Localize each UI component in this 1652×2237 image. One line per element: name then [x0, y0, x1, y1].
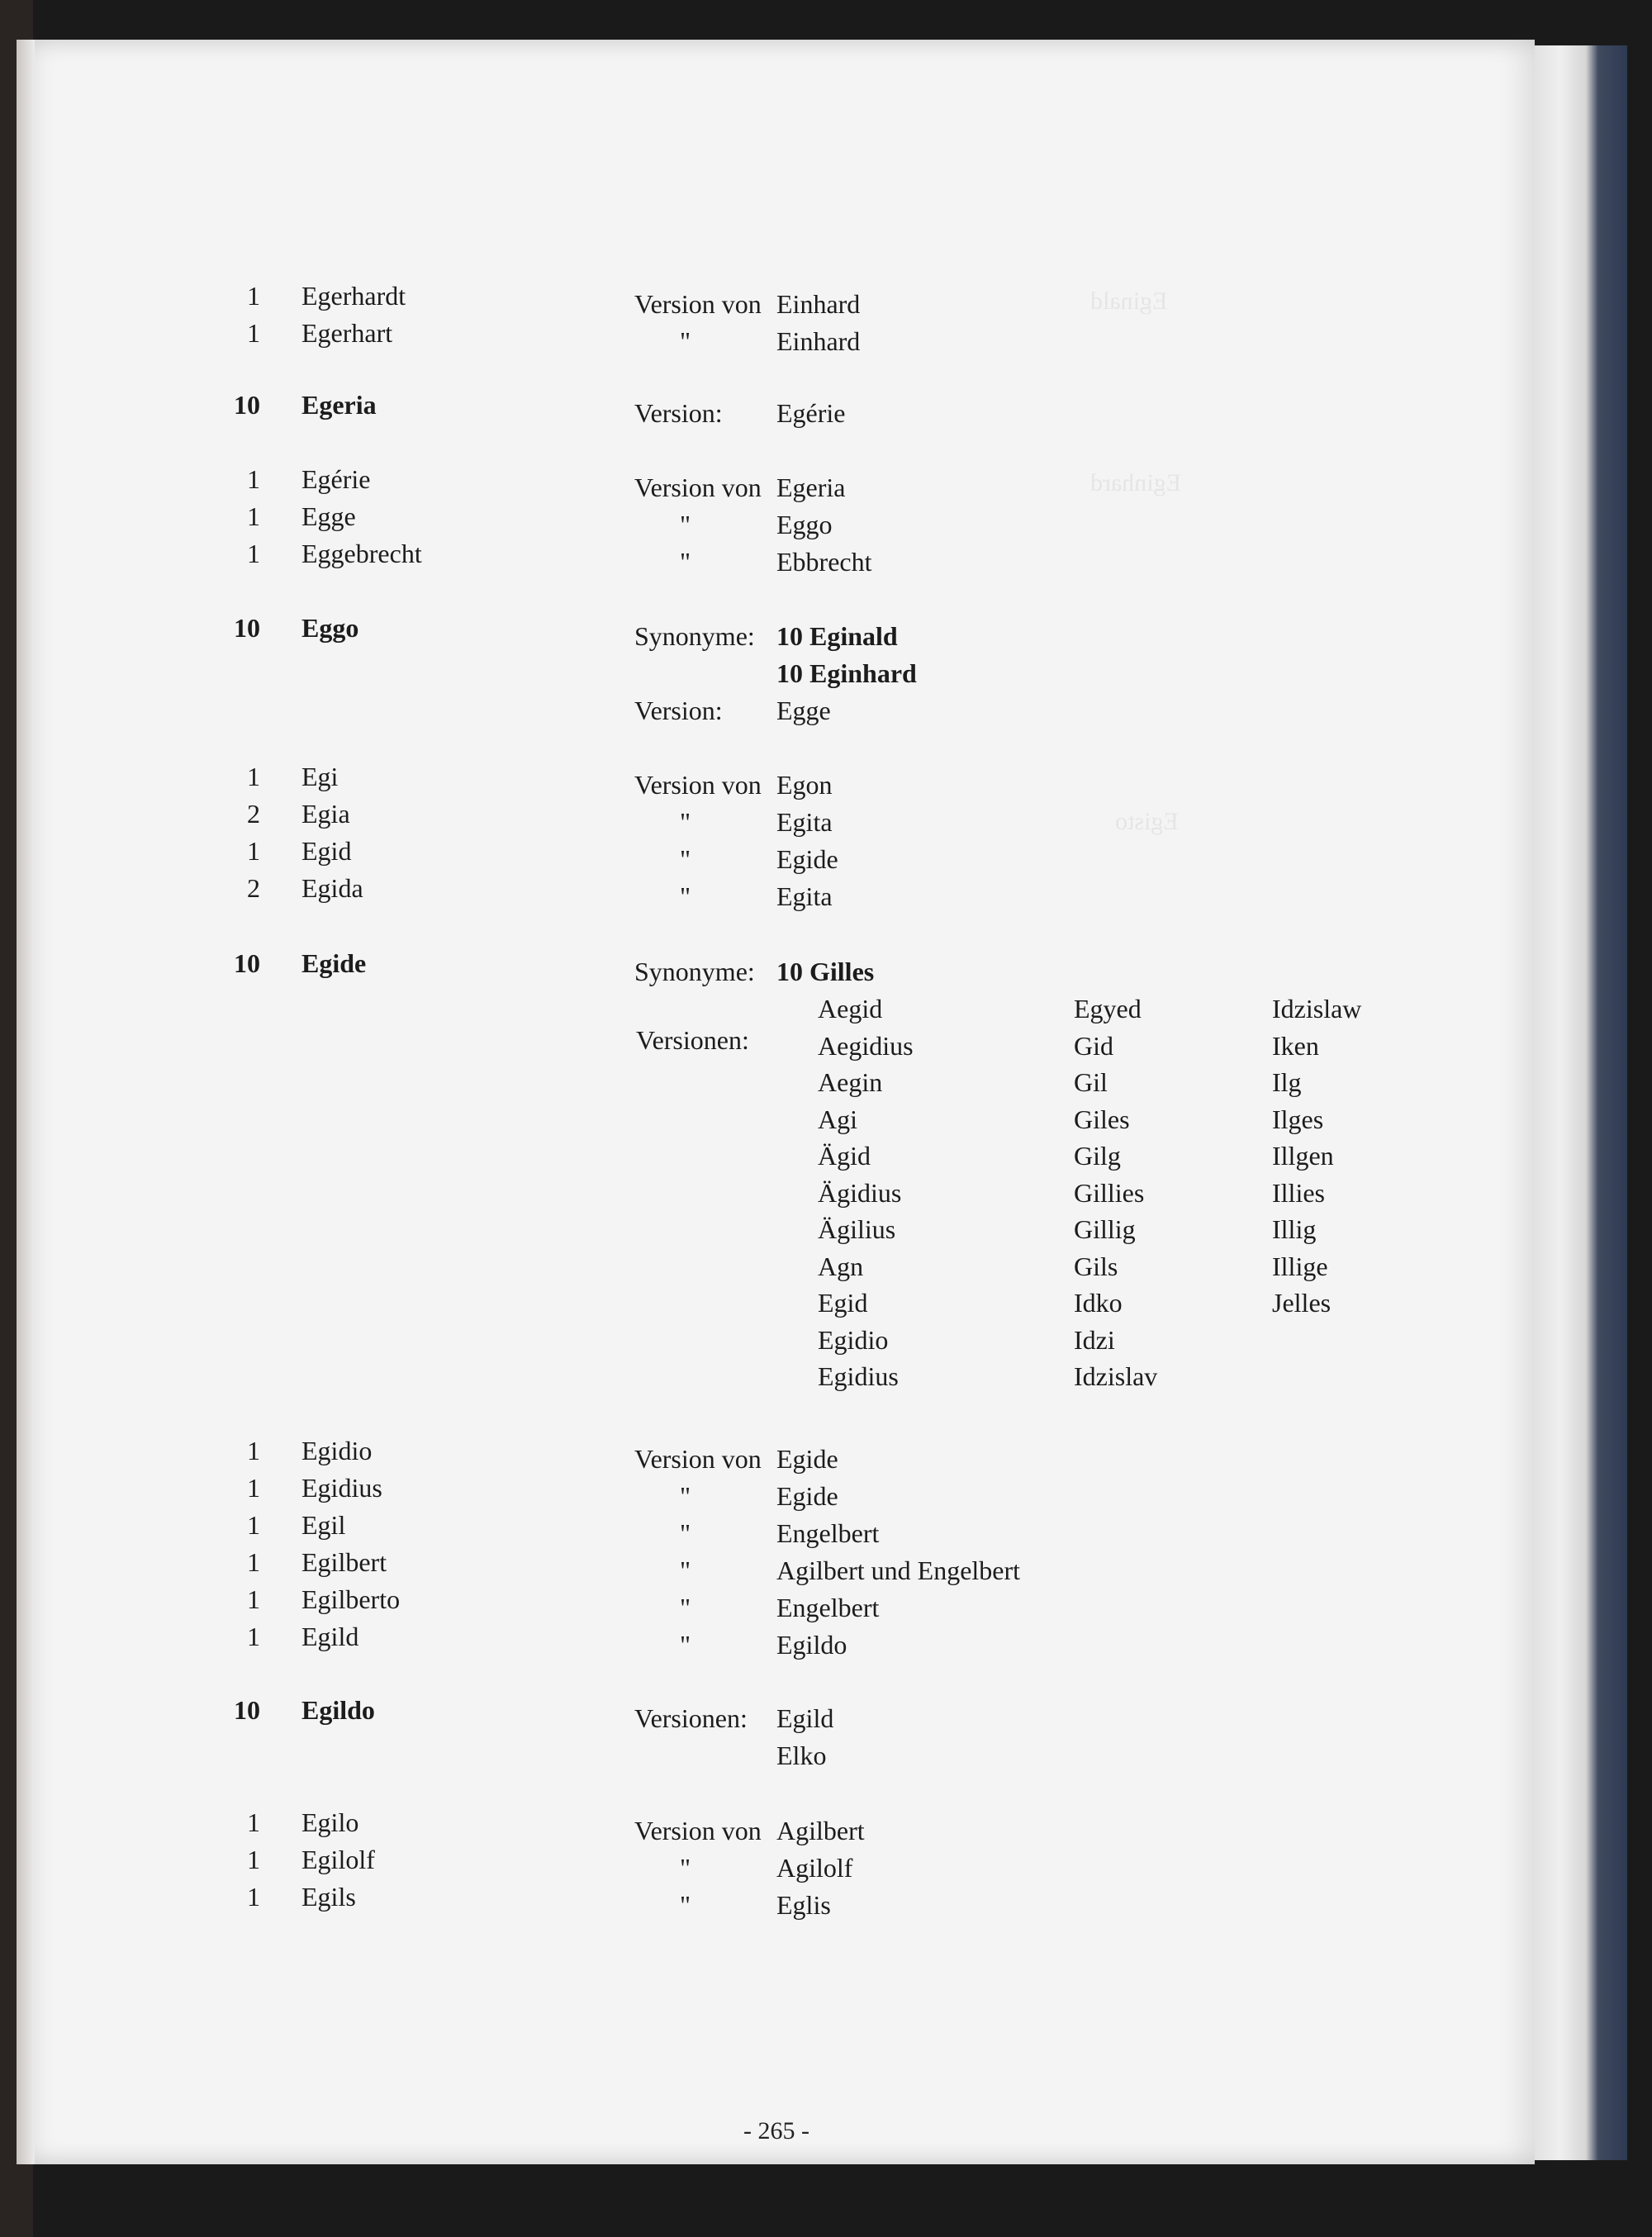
entry-count: 1: [247, 1473, 260, 1503]
entry-count: 1: [247, 1622, 260, 1651]
entry-count: 1: [247, 464, 260, 494]
version-item: Ilges: [1272, 1104, 1324, 1134]
entry-name: Egeria: [301, 390, 377, 420]
ref-label: Version:: [634, 696, 723, 725]
egide-versions-label: Versionen:: [636, 1025, 749, 1055]
book-edge: [1524, 45, 1627, 2160]
version-item: Illige: [1272, 1251, 1328, 1281]
ref-label: ": [680, 1555, 691, 1585]
ref-label: ": [680, 807, 691, 837]
entry-name: Egilo: [301, 1807, 359, 1837]
ref-label: ": [680, 1518, 691, 1548]
entry-name: Egilbert: [301, 1547, 387, 1577]
version-item: Gil: [1074, 1067, 1108, 1097]
ref-value: Agilbert und Engelbert: [776, 1555, 1021, 1585]
ref-value: Engelbert: [776, 1518, 880, 1548]
entry-count: 10: [234, 1695, 260, 1725]
entry-count: 1: [247, 1584, 260, 1614]
entry-name: Egil: [301, 1510, 346, 1540]
version-item: Illgen: [1272, 1141, 1334, 1171]
ref-label: Synonyme:: [634, 621, 755, 651]
ref-label: ": [680, 1630, 691, 1660]
entry-count: 1: [247, 281, 260, 311]
ref-label: Version:: [634, 398, 723, 428]
ref-value: Egeria: [776, 473, 846, 502]
ref-label: Version von: [634, 289, 762, 319]
ref-label: ": [680, 1853, 691, 1883]
ref-label: ": [680, 844, 691, 874]
version-item: Gils: [1074, 1251, 1118, 1281]
ref-label: ": [680, 881, 691, 911]
version-item: Illig: [1272, 1214, 1317, 1244]
version-item: Ägilius: [818, 1214, 896, 1244]
ref-label: ": [680, 1890, 691, 1920]
ref-value: Einhard: [776, 289, 861, 319]
entry-name: Egildo: [301, 1695, 375, 1725]
entry-count: 1: [247, 1882, 260, 1912]
ref-value: Engelbert: [776, 1593, 880, 1622]
version-item: Ägid: [818, 1141, 871, 1171]
entry-count: 1: [247, 539, 260, 568]
version-item: Giles: [1074, 1104, 1130, 1134]
version-item: Gilg: [1074, 1141, 1121, 1171]
ref-value: Elko: [776, 1741, 827, 1770]
version-item: Egyed: [1074, 994, 1142, 1024]
entry-name: Egild: [301, 1622, 359, 1651]
ref-label: ": [680, 510, 691, 539]
ref-value: Egérie: [776, 398, 846, 428]
ref-label: Synonyme:: [634, 957, 755, 986]
entry-name: Egilberto: [301, 1584, 401, 1614]
entry-count: 1: [247, 1547, 260, 1577]
version-item: Egid: [818, 1288, 868, 1318]
ref-value: Egge: [776, 696, 831, 725]
ref-value: Egildo: [776, 1630, 847, 1660]
version-item: Idzi: [1074, 1324, 1115, 1355]
entry-count: 1: [247, 1436, 260, 1465]
entry-count: 1: [247, 1845, 260, 1874]
entry-name: Egidius: [301, 1473, 382, 1503]
entry-count: 1: [247, 501, 260, 531]
ref-value: Agilbert: [776, 1816, 865, 1845]
ref-label: ": [680, 547, 691, 577]
ref-label: ": [680, 1481, 691, 1511]
entry-name: Eggo: [301, 613, 359, 643]
book-page: [17, 40, 1535, 2164]
bleed-through-text: Egisto: [1115, 808, 1179, 835]
ref-value: Egon: [776, 770, 833, 800]
version-item: Gid: [1074, 1030, 1113, 1061]
entry-name: Egid: [301, 836, 352, 866]
ref-value: 10 Eginald: [776, 621, 898, 651]
ref-value: 10 Eginhard: [776, 658, 917, 688]
entry-count: 10: [234, 613, 260, 643]
entry-name: Egi: [301, 762, 339, 791]
ref-label: Version von: [634, 770, 762, 800]
ref-value: Egild: [776, 1703, 834, 1733]
version-item: Idko: [1074, 1288, 1123, 1318]
ref-value: Egita: [776, 881, 833, 911]
version-item: Egidius: [818, 1361, 899, 1391]
version-item: Aegid: [818, 994, 883, 1024]
entry-count: 2: [247, 873, 260, 903]
entry-count: 2: [247, 799, 260, 829]
ref-value: Egita: [776, 807, 833, 837]
version-item: Idzislaw: [1272, 994, 1362, 1024]
version-item: Iken: [1272, 1030, 1319, 1061]
ref-value: 10 Gilles: [776, 957, 875, 986]
version-item: Agn: [818, 1251, 864, 1281]
entry-name: Egidio: [301, 1436, 373, 1465]
version-item: Ilg: [1272, 1067, 1302, 1097]
entry-name: Egérie: [301, 464, 371, 494]
entry-count: 1: [247, 836, 260, 866]
ref-value: Egide: [776, 1481, 838, 1511]
version-item: Gillies: [1074, 1177, 1145, 1208]
entry-name: Egils: [301, 1882, 356, 1912]
version-item: Aegin: [818, 1067, 883, 1097]
ref-value: Eglis: [776, 1890, 831, 1920]
ref-label: ": [680, 1593, 691, 1622]
entry-name: Eggebrecht: [301, 539, 422, 568]
entry-count: 1: [247, 1510, 260, 1540]
ref-value: Eggo: [776, 510, 833, 539]
entry-name: Egilolf: [301, 1845, 375, 1874]
entry-count: 10: [234, 390, 260, 420]
entry-count: 1: [247, 1807, 260, 1837]
entry-name: Egerhardt: [301, 281, 406, 311]
entry-count: 10: [234, 948, 260, 978]
bleed-through-text: Eginald: [1090, 287, 1168, 315]
ref-label: Version von: [634, 1444, 762, 1474]
version-item: Idzislav: [1074, 1361, 1158, 1391]
ref-value: Egide: [776, 1444, 838, 1474]
entry-name: Egerhart: [301, 318, 393, 348]
ref-value: Agilolf: [776, 1853, 853, 1883]
entry-name: Egida: [301, 873, 363, 903]
ref-label: Versionen:: [634, 1703, 748, 1733]
bleed-through-text: Eginhard: [1090, 469, 1181, 496]
ref-value: Einhard: [776, 326, 861, 356]
version-item: Ägidius: [818, 1177, 902, 1208]
ref-label: Version von: [634, 473, 762, 502]
version-item: Egidio: [818, 1324, 889, 1355]
entry-count: 1: [247, 762, 260, 791]
page-binding: [17, 40, 35, 2164]
ref-label: Version von: [634, 1816, 762, 1845]
ref-value: Egide: [776, 844, 838, 874]
version-item: Jelles: [1272, 1288, 1332, 1318]
version-item: Aegidius: [818, 1030, 914, 1061]
version-item: Agi: [818, 1104, 857, 1134]
entry-name: Egide: [301, 948, 367, 978]
ref-label: ": [680, 326, 691, 356]
version-item: Gillig: [1074, 1214, 1136, 1244]
ref-value: Ebbrecht: [776, 547, 872, 577]
entry-name: Egia: [301, 799, 350, 829]
page-number: - 265 -: [743, 2117, 809, 2144]
entry-name: Egge: [301, 501, 356, 531]
version-item: Illies: [1272, 1177, 1325, 1208]
entry-count: 1: [247, 318, 260, 348]
